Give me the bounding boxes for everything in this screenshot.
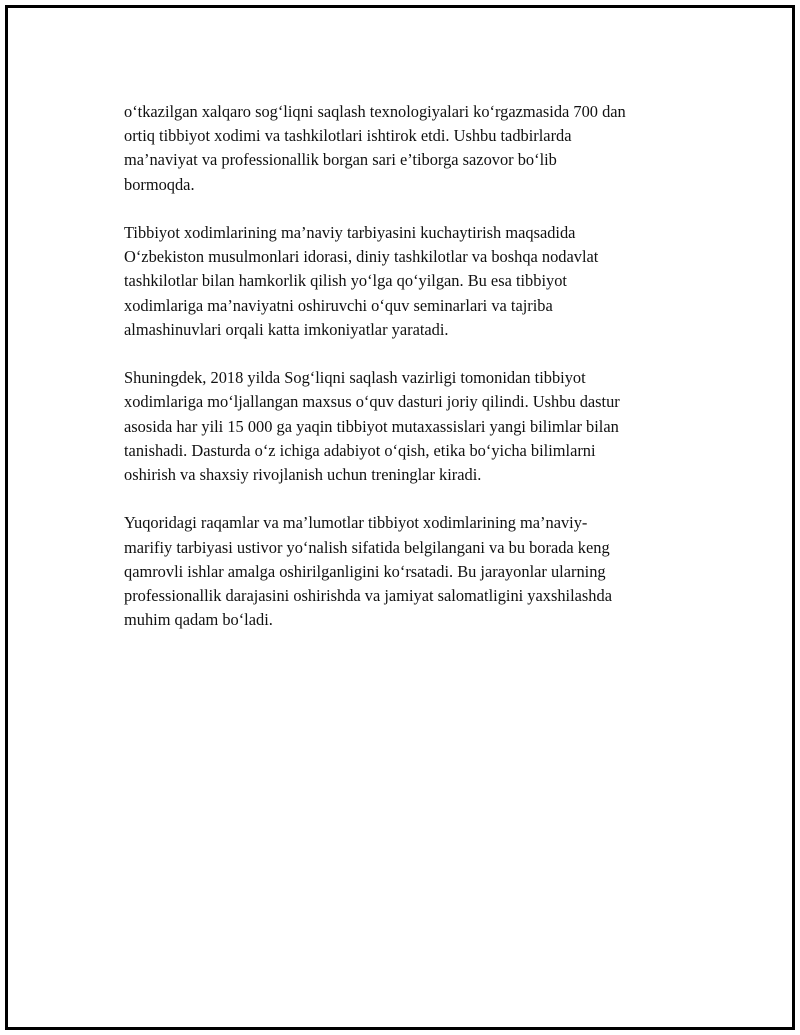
paragraph-2 bbox=[124, 221, 704, 342]
text-line: xodimlariga ma’naviyatni oshiruvchi o‘quv seminarlari va tajriba bbox=[124, 295, 553, 315]
text-line: O‘zbekiston musulmonlari idorasi, diniy tashkilotlar va boshqa nodavlat bbox=[124, 247, 599, 267]
text-line: qamrovli ishlar amalga oshirilganligini ko‘rsatadi. Bu jarayonlar ularning bbox=[124, 561, 606, 581]
text-line: o‘tkazilgan xalqaro sog‘liqni saqlash texnologiyalari ko‘rgazmasida 700 dan bbox=[124, 102, 626, 121]
text-line: Yuqoridagi raqamlar va ma’lumotlar tibbiyot xodimlarining ma’naviy- bbox=[124, 513, 588, 533]
text-line: tashkilotlar bilan hamkorlik qilish yo‘lga qo‘yilgan. Bu esa tibbiyot bbox=[124, 271, 567, 291]
text-line: Shuningdek, 2018 yilda Sog‘liqni saqlash vazirligi tomonidan tibbiyot bbox=[124, 368, 586, 388]
text-line: Tibbiyot xodimlarining ma’naviy tarbiyasini kuchaytirish maqsadida bbox=[124, 223, 576, 242]
text-line: asosida har yili 15 000 ga yaqin tibbiyot mutaxassislari yangi bilimlar bilan bbox=[124, 416, 619, 436]
text-line: muhim qadam bo‘ladi. bbox=[124, 610, 273, 630]
paragraph-4 bbox=[124, 511, 704, 632]
text-line: almashinuvlari orqali katta imkoniyatlar yaratadi. bbox=[124, 319, 449, 339]
document-body bbox=[124, 100, 704, 657]
text-line: ortiq tibbiyot xodimi va tashkilotlari ishtirok etdi. Ushbu tadbirlarda bbox=[124, 126, 572, 146]
text-line: ma’naviyat va professionallik borgan sari e’tiborga sazovor bo‘lib bbox=[124, 150, 557, 170]
page-frame bbox=[5, 5, 795, 1030]
text-line: bormoqda. bbox=[124, 174, 195, 194]
text-line: oshirish va shaxsiy rivojlanish uchun treninglar kiradi. bbox=[124, 465, 482, 485]
text-line: professionallik darajasini oshirishda va jamiyat salomatligini yaxshilashda bbox=[124, 586, 612, 606]
paragraph-3 bbox=[124, 366, 704, 487]
text-line: marifiy tarbiyasi ustivor yo‘nalish sifatida belgilangani va bu borada keng bbox=[124, 537, 610, 557]
paragraph-1 bbox=[124, 100, 704, 197]
text-line: tanishadi. Dasturda o‘z ichiga adabiyot o‘qish, etika bo‘yicha bilimlarni bbox=[124, 440, 596, 460]
text-line: xodimlariga mo‘ljallangan maxsus o‘quv dasturi joriy qilindi. Ushbu dastur bbox=[124, 392, 620, 412]
